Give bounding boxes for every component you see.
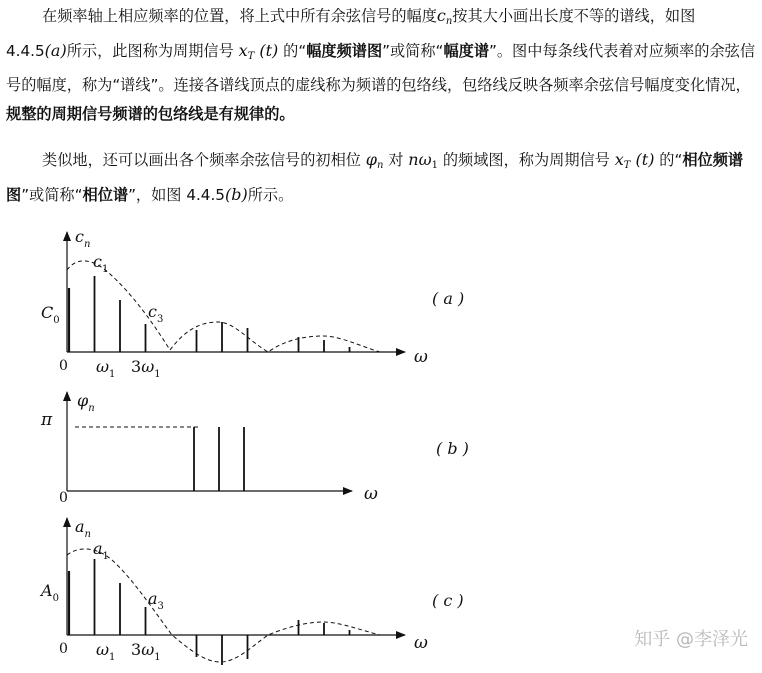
p2-nw: $n\omega_1$ — [408, 150, 438, 171]
figure-b — [40, 391, 469, 506]
fig-a-dc-label: $C_0$ — [41, 303, 60, 326]
fig-a-envelope — [67, 261, 380, 352]
p1-bold-1: 幅度频谱图 — [306, 41, 383, 60]
p1-text-4: 的“ — [283, 41, 307, 60]
p2-bold-2: 相位谱 — [82, 185, 129, 204]
p2-text-7: 所示。 — [247, 185, 294, 204]
fig-b-phase-lines — [194, 427, 244, 491]
p2-text-2: 对 — [388, 151, 404, 169]
p2-text-3: 的频域图，称为周期信号 — [442, 151, 610, 169]
fig-b-x-label: ω — [364, 484, 378, 504]
figure-a — [41, 227, 464, 380]
fig-b-origin: 0 — [59, 490, 68, 506]
fig-c-spectrum-lines — [69, 559, 350, 665]
fig-a-origin: 0 — [59, 358, 68, 374]
fig-c-tick-3w1: $3\omega_1$ — [131, 640, 161, 663]
fig-a-c1-label: $c_1$ — [93, 252, 109, 275]
p1-text-6: ”。图中每条线代表着对应频率的余弦信号的幅度，称为“谱线”。连接各谱线顶点的虚线称为频谱的包络线，包络线反映各频率余弦信号幅度变化情况， — [6, 41, 756, 94]
p2-bold-1: 相位频谱图 — [6, 151, 744, 204]
fig-a-y-label: $c_n$ — [75, 227, 91, 250]
fig-c-x-label: ω — [414, 633, 428, 653]
fig-a-spectrum-lines — [69, 276, 350, 352]
fig-c-tick-w1: $\omega_1$ — [96, 640, 116, 663]
fig-b-pi-label: π — [41, 410, 53, 430]
fig-c-caption: ( c ) — [432, 591, 464, 610]
fig-a-tick-w1: $\omega_1$ — [96, 357, 116, 380]
p1-ref-a: (a) — [44, 40, 67, 60]
p1-text-2: 按其大小画出长度不等的谱线，如图 4.4.5 — [6, 7, 696, 60]
p2-text-4: 的“ — [659, 151, 683, 169]
watermark: 知乎 @李泽光 — [634, 629, 748, 650]
fig-c-a1-label: $a_1$ — [93, 539, 109, 562]
p1-text-3: 所示，此图称为周期信号 — [66, 41, 234, 60]
fig-c-a3-label: $a_3$ — [148, 589, 164, 612]
figure-c — [39, 517, 464, 665]
fig-a-c3-label: $c_3$ — [148, 302, 164, 325]
fig-c-envelope — [67, 549, 380, 662]
p2-phi: $\varphi_n$ — [365, 150, 384, 171]
fig-a-tick-3w1: $3\omega_1$ — [131, 357, 161, 380]
fig-b-y-label: $\varphi_n$ — [77, 391, 95, 414]
p2-text-6: ”，如图 4.4.5 — [128, 185, 225, 204]
p1-signal: $x_T$ (t) — [238, 40, 279, 62]
fig-c-dc-label: $A_0$ — [41, 581, 59, 604]
fig-c-origin: 0 — [59, 641, 68, 657]
fig-b-caption: ( b ) — [436, 439, 469, 458]
p2-ref-b: (b) — [224, 184, 248, 204]
p1-text-5: ”或简称“ — [382, 41, 444, 60]
p2-text-5: ”或简称“ — [21, 185, 83, 204]
p1-bold-2: 幅度谱 — [443, 41, 489, 60]
fig-c-y-label: $a_n$ — [75, 517, 91, 540]
p1-cn: $c_n$ — [436, 6, 453, 27]
p2-text-1: 类似地，还可以画出各个频率余弦信号的初相位 — [42, 151, 361, 169]
p1-bold-3: 规整的周期信号频谱的包络线是有规律的。 — [6, 104, 295, 123]
fig-a-x-label: ω — [414, 347, 428, 367]
p2-signal: $x_T$ (t) — [614, 150, 655, 171]
p1-text-1: 在频率轴上相应频率的位置，将上式中所有余弦信号的幅度 — [42, 7, 437, 25]
fig-a-caption: ( a ) — [432, 289, 465, 308]
